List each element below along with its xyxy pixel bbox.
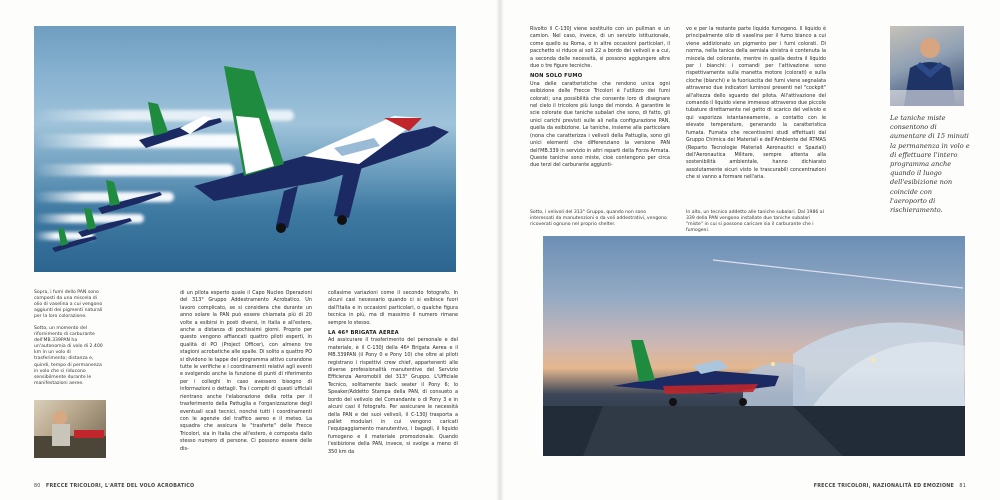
pull-quote: Le taniche miste consentono di aumentare di 15 minuti la permanenza in volo e di effettuare l'intero programma anche quando il luogo dell'esibizione non coincide con l'aeroporto di rischieramento.	[890, 114, 970, 215]
section-heading: LA 46ª BRIGATA AEREA	[328, 330, 399, 337]
body-paragraph: collasime variazioni come il secondo fotografo. In alcuni casi necessario quando ci si esibisce fuori dall'Italia e in occasioni particolari, o qualche figura tecnica in più, ma di massimo il numero rimane sempre lo stesso.	[328, 290, 458, 326]
body-column-4: vo e per la restante parte liquido fumogeno. Il liquido è principalmente olio di vaselina per il fumo bianco a cui viene addizionato un pigmento per i fumi colorati. Di norma, nella tanica della semiala sinistra è contenuta la miscela del colorante, mentre in quella destra il liquido per i bianchi: i comandi per l'attivazione sono rispettivamente sulla manetta motore (colorati) e sulla cloche (bianchi) e la fuoriuscita dei fumi viene segnalata attraverso due indicatori luminosi presenti nel "cockpit" all'altezza dello sguardo del pilota. All'attivazione del comando il liquido viene immesso attraverso due piccole tubature direttamente nel getto di scarico del velivolo e qui vaporizza istantaneamente, a contatto con le elevate temperature, generando la caratteristica fumata. Fumata che recentissimi studi effettuati dal Gruppo Chimica dei Materiali e dell'Ambiente del RTMAS (Reparto Tecnologie Materiali Aeronautici e Spaziali) dell'Aeronautica Militare, sempre attenta alla sostenibilità ambientale, hanno dichiarato assolutamente sicuri visto le trascurabili concentrazioni che si vanno a formare nell'aria.	[686, 26, 826, 181]
refueling-photo	[34, 400, 106, 458]
body-paragraph: Una delle caratteristiche che rendono unica ogni esibizione delle Frecce Tricolori è l'utilizzo dei fumi colorati; una possibilità che consente loro di disegnare nel cielo il tricolore più lungo del mondo. A garantire le scie colorate due taniche subalari che sono, di fatto, gli unici carichi previsti sulle ali nella configurazione PAN, quella da esibizione. Le taniche, insieme alla particolare (nona che caratterizza i velivoli della Pattuglia, sono gli unici elementi che differenziano la versione PAN dell'MB.339 in servizio in altri reparti della Forza Armata. Queste taniche sono miste, cioè contengono per circa due terzi del carburante aggiunti-	[530, 80, 670, 169]
lead-jet	[184, 46, 456, 236]
section-heading: NON SOLO FUMO	[530, 73, 583, 80]
spine-shadow	[496, 0, 504, 500]
folio-right	[814, 484, 966, 489]
body-column-1: di un pilota esperto quale il Capo Nucleo Operazioni del 313° Gruppo Addestramento Acrobatico. Un lavoro complicato, se si considera che durante un anno solare la PAN può essere chiamata più di 20 volte a esibirsi in posti diversi, in Italia e all'estero, anche a distanza di pochissimi giorni. Proprio per questo vengono affiancati quattro piloti esperti, in qualità di PO (Project Officer), con almeno tre stagioni acrobatiche alle spalle. Di solito a quattro PO si dividono le tappe del programma attivo curandone tutte le verifiche e i coordinamenti relativi agli eventi e svolgendo anche la funzione di punti di riferimento per i colleghi in caso avessero bisogno di informazioni o dettagli. Tra i compiti di questi ufficiali rientrano anche l'elaborazione della rotta per il trasferimento della Pattuglia e l'organizzazione degli eventuali scali tecnici, nonché tutti i coordinamenti con le agenzie del traffico aereo e il meteo. La squadra che assicura le "trasferte" delle Frecce Tricolori, sia in Italia che all'estero, è composta dallo stesso numero di persone. Ci possono essere delle dis-	[180, 290, 312, 452]
wing-jet	[134, 96, 224, 156]
body-paragraph: Ad assicurare il trasferimento del personale e del materiale, è il C-130J della 46ª Brigata Aerea e il MB.339PAN (il Pony 0 e Pony 10) che oltre ai piloti registrano i rispettivi crew chief, appartenenti alle diverse professionalità manutentive del Servizio Efficienza Aeromobili del 313° Gruppo. L'Ufficiale Tecnico, solitamente back seater il Pony 6; lo Speaker/Addetto Stampa della PAN, di consueto a bordo del velivolo del Comandante o di Pony 3 e in alcuni casi il fotografo. Per assicurare le necessità della PAN e dei suoi velivoli, il C-130J trasporta a pallet modulari in cui vengono caricati l'equipaggiamento manutentivo, i bagagli, il liquido fumogeno e il materiale promozionale. Quando l'esibizione della PAN, invece, si svolge a meno di 350 km da	[328, 337, 458, 455]
caption-technician: In alto, un tecnico addetto alle taniche subalari. Dal 1986 al 339 della PAN vengono installate due taniche subalari "miste" in cui si possono caricare sia il carburante che i fumogeni.	[686, 210, 824, 234]
caption-top: Sopra, i fumi dello PAN sono composti da una miscela di olio di vaselina a cui vengono aggiunti dei pigmenti naturali per la loro colorazione.	[34, 290, 103, 320]
formation-flight-photo	[34, 26, 456, 272]
shelters-dusk-photo	[543, 236, 965, 456]
folio-left	[34, 484, 194, 489]
caption-shelters: Sotto, i velivoli del 313° Gruppo, quando non sono interessati da manutenzioni o da voli addestrativi, vengono ricoverati ognuno nel proprio shelter.	[530, 210, 667, 228]
body-paragraph: Rivolto il C-130J viene sostituito con un pullman e un camion. Nel caso, invece, di un servizio istituzionale, come quello su Roma, o in altre occasioni particolari, il pacchetto si riduce ai soli 22 a bordo dei velivoli e a cui, a seconda delle necessità, si possono aggiungere altre due o tre figure tecniche.	[530, 26, 670, 70]
body-column-2	[328, 290, 458, 456]
body-column-3	[530, 26, 670, 170]
running-title: FRECCE TRICOLORI, L'ARTE DEL VOLO ACROBATICO	[45, 484, 195, 489]
wing-jet	[49, 224, 99, 256]
technician-photo	[890, 26, 964, 106]
caption-bottom: Sotto, un momento del rifornimento di carburante dell'MB.339PAN ha un'autonomia di volo di 2.400 km in un volo di trasferimento; distanza e, quindi, tempo di permanenza in volo che si riducono sensibilmente durante le manifestazioni aeree.	[34, 326, 103, 386]
running-title: FRECCE TRICOLORI, NAZIONALITÀ ED EMOZIONE	[813, 484, 955, 489]
page-number: 81	[959, 484, 966, 489]
page-number: 80	[34, 484, 41, 489]
